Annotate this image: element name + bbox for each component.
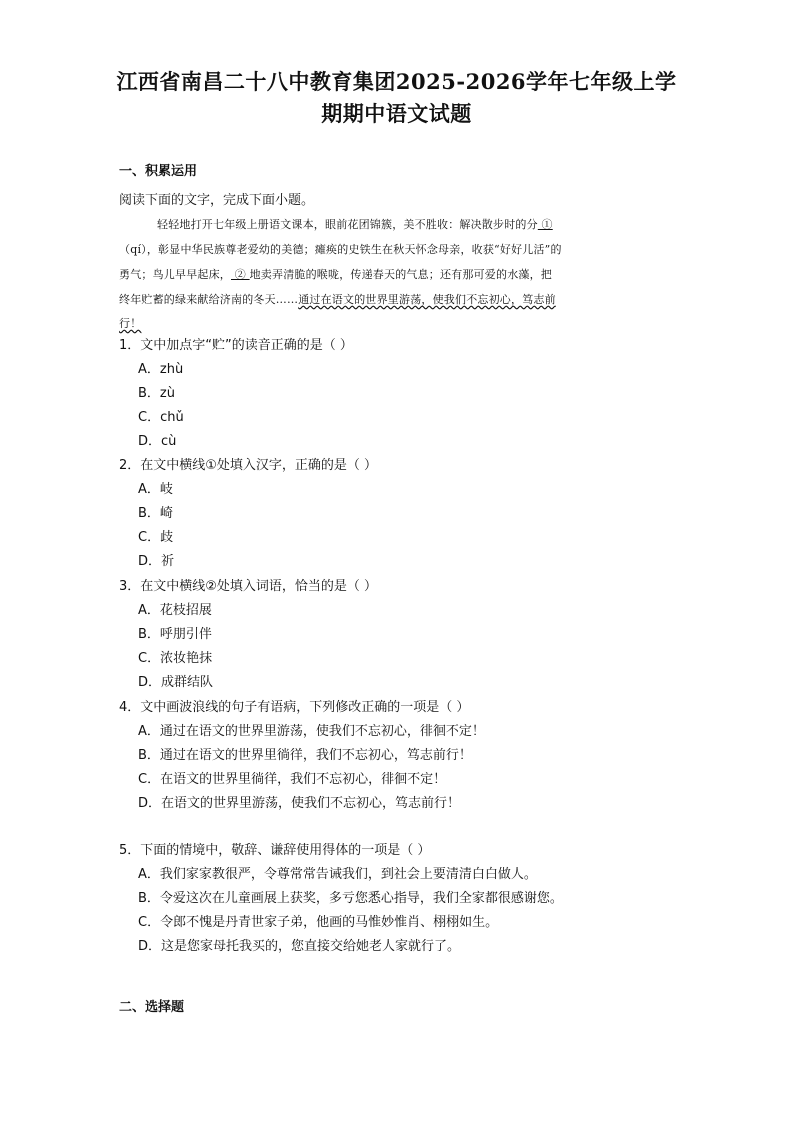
question-3-option-d: D．成群结队	[138, 675, 214, 690]
question-4-option-d: D．在语文的世界里游荡，使我们不忘初心，笃志前行！	[138, 796, 461, 811]
question-1-option-a: A．zhù	[138, 362, 184, 377]
question-4-option-b: B．通过在语文的世界里徜徉，我们不忘初心，笃志前行！	[138, 748, 472, 763]
page-title-line1: 江西省南昌二十八中教育集团2025-2026学年七年级上学	[116, 69, 677, 94]
passage-line: 地卖弄清脆的喉咙，传递春天的气息；还有那可爱的水藻，把	[249, 268, 552, 281]
question-5-option-b: B．令爱这次在儿童画展上获奖，多亏您悉心指导，我们全家都很感谢您。	[138, 891, 563, 906]
question-2-option-b: B．崎	[138, 506, 173, 521]
question-1-option-d: D．cù	[138, 434, 177, 449]
question-5-stem: 5．下面的情境中，敬辞、谦辞使用得体的一项是（ ）	[119, 843, 431, 858]
question-2-option-a: A．岐	[138, 482, 173, 497]
question-4-option-a: A．通过在语文的世界里游荡，使我们不忘初心，徘徊不定！	[138, 724, 485, 739]
question-3-option-a: A．花枝招展	[138, 603, 212, 618]
blank-2: ②	[231, 268, 250, 281]
blank-1: ①	[537, 218, 553, 231]
question-3-option-c: C．浓妆艳抹	[138, 651, 213, 666]
question-2-option-c: C．歧	[138, 530, 174, 545]
question-3-stem: 3．在文中横线②处填入词语，恰当的是（ ）	[119, 579, 378, 594]
question-4-stem: 4．文中画波浪线的句子有语病，下列修改正确的一项是（ ）	[119, 700, 470, 715]
question-2-option-d: D．祈	[138, 554, 175, 569]
page-title-line2: 期期中语文试题	[321, 101, 472, 126]
question-5-option-d: D．这是您家母托我买的，您直接交给她老人家就行了。	[138, 939, 461, 954]
question-5-option-c: C．令郎不愧是丹青世家子弟，他画的马惟妙惟肖、栩栩如生。	[138, 915, 499, 930]
section-heading-2: 二、选择题	[119, 1000, 185, 1015]
wavy-underlined-sentence: 通过在语文的世界里游荡，使我们不忘初心，笃志前	[298, 293, 556, 306]
question-3-option-b: B．呼朋引伴	[138, 627, 212, 642]
question-5-option-a: A．我们家家教很严，令尊常常告诫我们，到社会上要清清白白做人。	[138, 867, 537, 882]
passage-line: （qí），彰显中华民族尊老爱幼的美德；瘫痪的史铁生在秋天怀念母亲，收获“好好儿活”的	[119, 243, 562, 256]
question-1-stem: 1．文中加点字“贮”的读音正确的是（ ）	[119, 338, 353, 353]
passage-line: 勇气；鸟儿早早起床，	[119, 268, 231, 281]
passage-line: 终年贮蓄的绿来献给济南的冬天……	[119, 293, 299, 306]
question-1-option-c: C．chǔ	[138, 410, 184, 425]
question-2-stem: 2．在文中横线①处填入汉字，正确的是（ ）	[119, 458, 378, 473]
section-heading-1: 一、积累运用	[119, 164, 198, 179]
passage-line: 轻轻地打开七年级上册语文课本，眼前花团锦簇，美不胜收：解决散步时的分	[157, 218, 538, 231]
question-4-option-c: C．在语文的世界里徜徉，我们不忘初心，徘徊不定！	[138, 772, 447, 787]
reading-instruction: 阅读下面的文字，完成下面小题。	[119, 193, 315, 208]
question-1-option-b: B．zù	[138, 386, 175, 401]
wavy-underlined-sentence-end: 行！	[119, 317, 142, 330]
